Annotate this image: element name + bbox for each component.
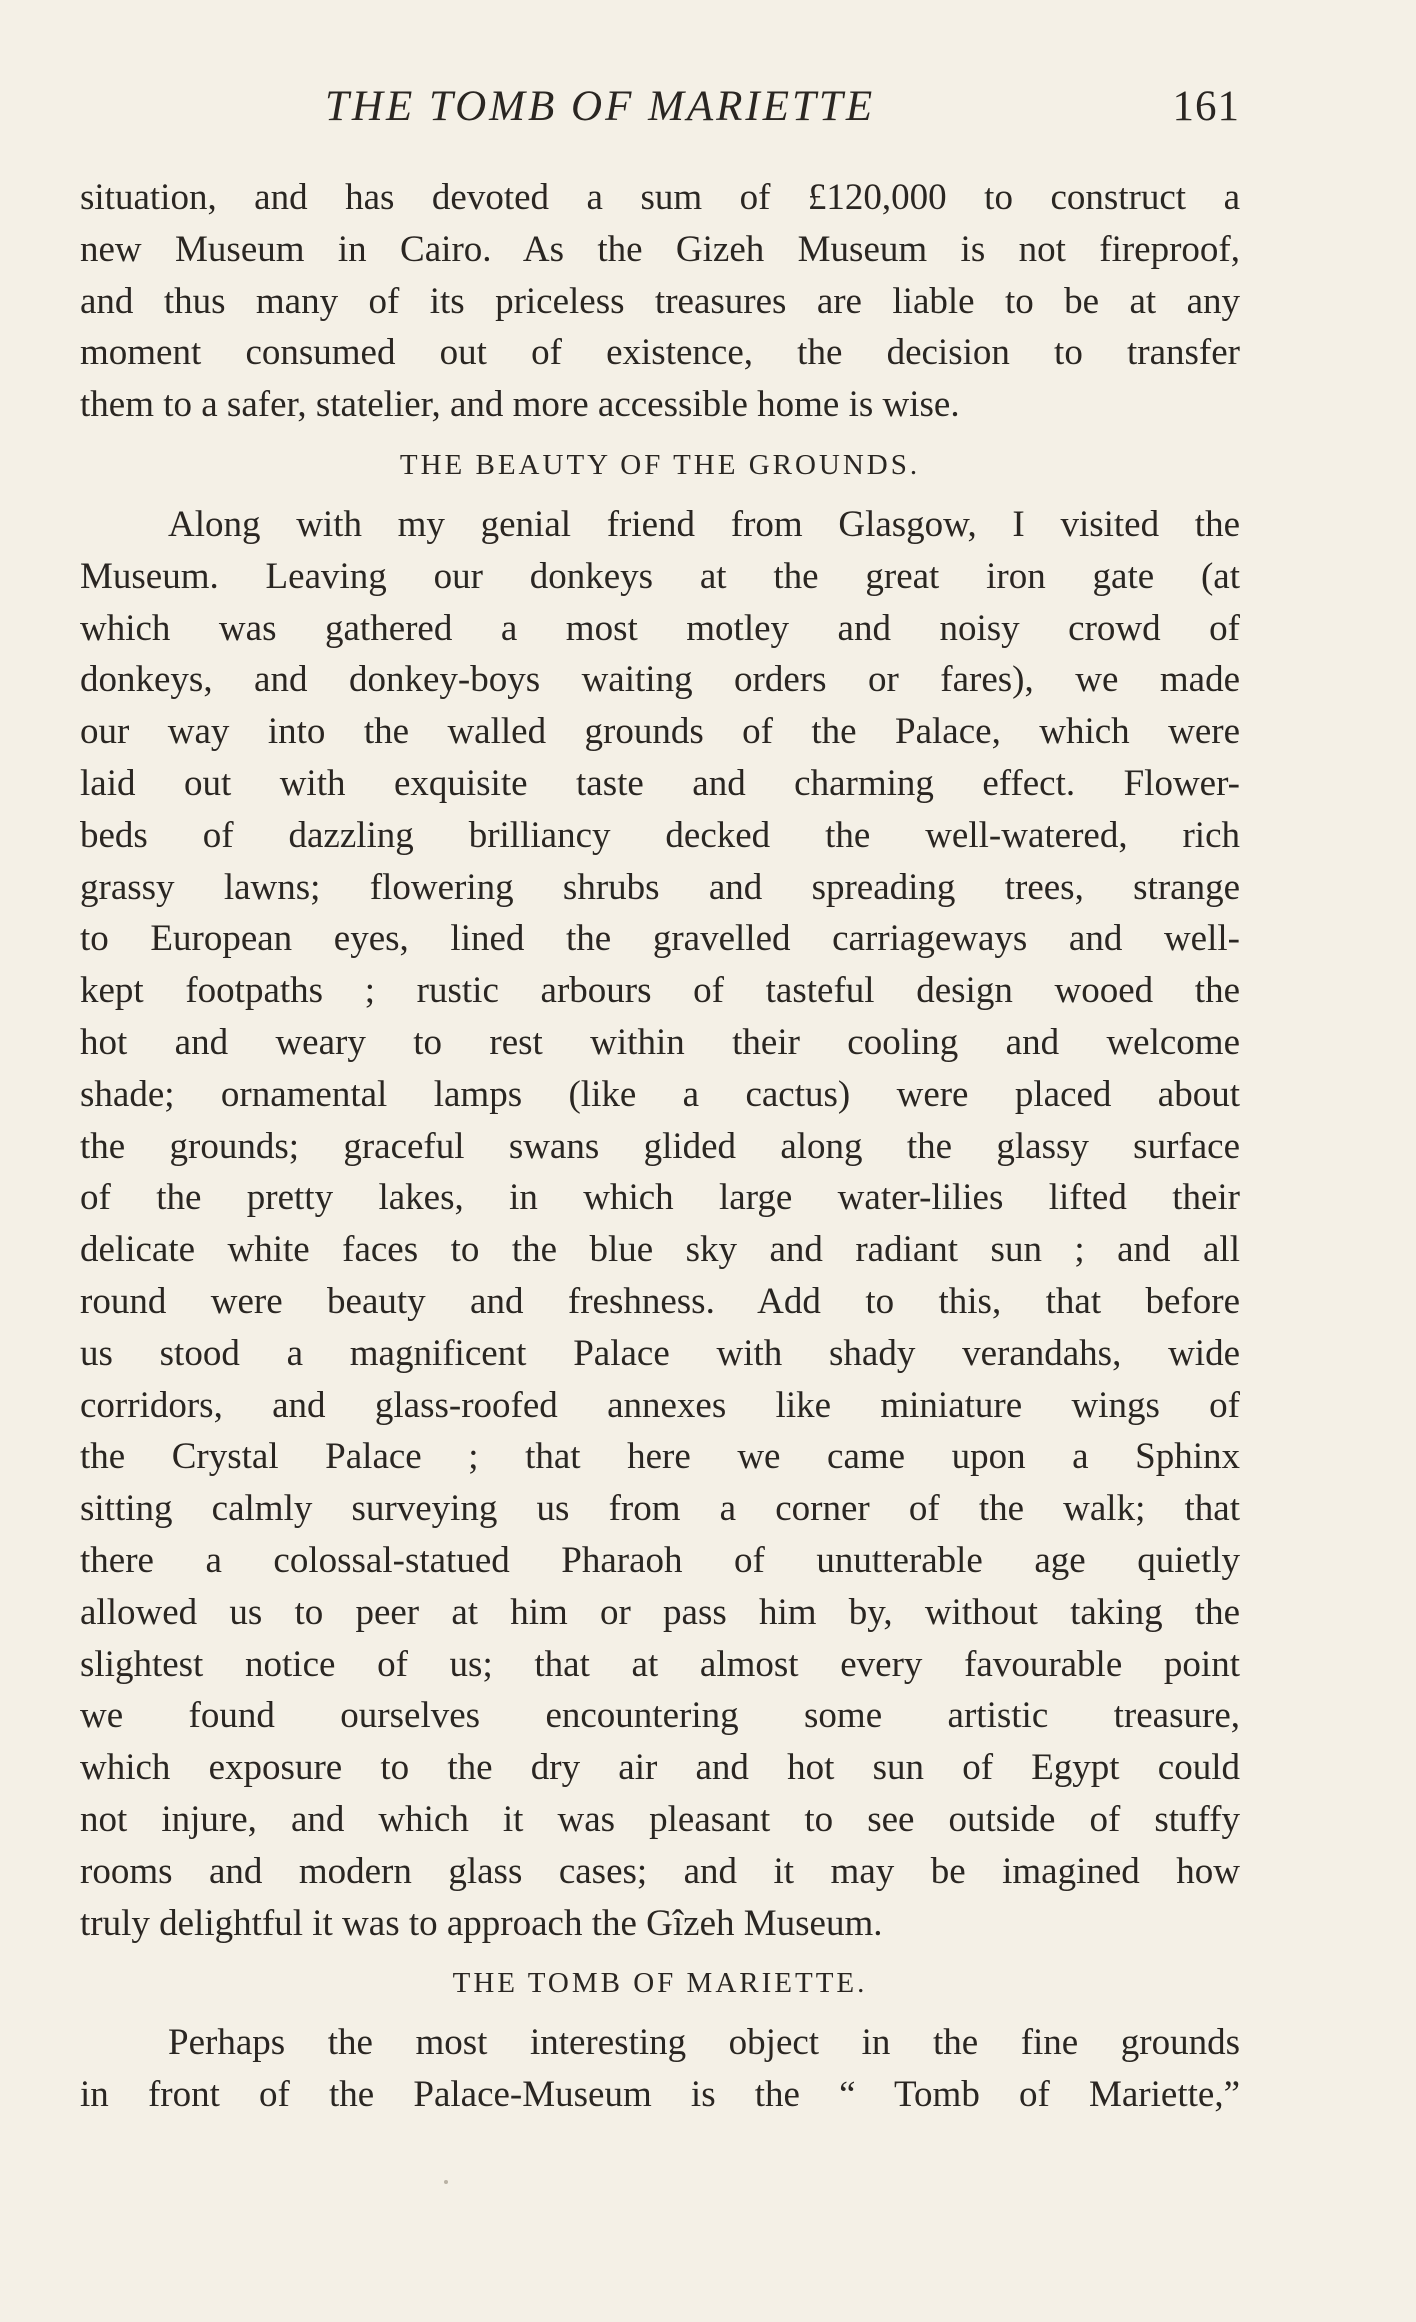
text-line: truly delightful it was to approach the Gîzeh Museum. bbox=[80, 1902, 883, 1944]
text-line: and thus many of its priceless treasures are liable to be at any bbox=[80, 280, 1240, 322]
text-line: which was gathered a most motley and noisy crowd of bbox=[80, 607, 1240, 649]
text-line: donkeys, and donkey-boys waiting orders or fares), we made bbox=[80, 659, 1240, 701]
running-title: THE TOMB OF MARIETTE bbox=[325, 83, 876, 130]
text-line: Museum. Leaving our donkeys at the great iron gate (at bbox=[80, 555, 1240, 597]
text-line: our way into the walled grounds of the Palace, which were bbox=[80, 711, 1240, 753]
text-line: round were beauty and freshness. Add to this, that before bbox=[80, 1280, 1240, 1322]
text-line: situation, and has devoted a sum of £120,000 to construct a bbox=[80, 177, 1240, 218]
text-line: to European eyes, lined the gravelled carriageways and well- bbox=[80, 918, 1240, 960]
text-line: Perhaps the most interesting object in the fine grounds bbox=[168, 2022, 1240, 2064]
page-number: 161 bbox=[1172, 83, 1240, 130]
text-line: kept footpaths ; rustic arbours of tasteful design wooed the bbox=[80, 970, 1240, 1012]
text-line: corridors, and glass-roofed annexes like miniature wings of bbox=[80, 1384, 1240, 1426]
paper-speck bbox=[444, 2180, 448, 2184]
text-line: moment consumed out of existence, the decision to transfer bbox=[80, 332, 1240, 374]
text-line: them to a safer, statelier, and more accessible home is wise. bbox=[80, 384, 960, 426]
text-line: new Museum in Cairo. As the Gizeh Museum is not fireproof, bbox=[80, 228, 1240, 270]
body-text bbox=[80, 172, 1240, 2121]
text-line: not injure, and which it was pleasant to see outside of stuffy bbox=[80, 1798, 1240, 1840]
section-heading-beauty: THE BEAUTY OF THE GROUNDS. bbox=[399, 448, 921, 481]
text-line: in front of the Palace-Museum is the “ Tomb of Mariette,” bbox=[80, 2074, 1240, 2116]
text-line: hot and weary to rest within their cooling and welcome bbox=[80, 1021, 1240, 1063]
text-line: allowed us to peer at him or pass him by, without taking the bbox=[80, 1591, 1240, 1633]
text-line: grassy lawns; flowering shrubs and spreading trees, strange bbox=[80, 866, 1240, 908]
text-line: laid out with exquisite taste and charming effect. Flower- bbox=[80, 762, 1240, 804]
text-line: slightest notice of us; that at almost every favourable point bbox=[80, 1643, 1240, 1685]
running-head bbox=[80, 82, 1240, 152]
text-line: Along with my genial friend from Glasgow, I visited the bbox=[168, 503, 1240, 545]
text-line: there a colossal-statued Pharaoh of unutterable age quietly bbox=[80, 1539, 1240, 1581]
text-line: sitting calmly surveying us from a corner of the walk; that bbox=[80, 1488, 1240, 1530]
text-line: us stood a magnificent Palace with shady verandahs, wide bbox=[80, 1332, 1240, 1374]
text-line: rooms and modern glass cases; and it may be imagined how bbox=[80, 1850, 1240, 1892]
paragraph-3 bbox=[80, 2017, 1240, 2121]
text-line: beds of dazzling brilliancy decked the well-watered, rich bbox=[80, 814, 1240, 856]
section-heading-tomb: THE TOMB OF MARIETTE. bbox=[452, 1967, 868, 2000]
paragraph-2 bbox=[80, 499, 1240, 1949]
text-line: the grounds; graceful swans glided along the glassy surface bbox=[80, 1125, 1240, 1167]
text-line: of the pretty lakes, in which large water-lilies lifted their bbox=[80, 1177, 1240, 1219]
text-line: shade; ornamental lamps (like a cactus) were placed about bbox=[80, 1073, 1240, 1115]
text-line: the Crystal Palace ; that here we came upon a Sphinx bbox=[80, 1436, 1240, 1478]
paragraph-1 bbox=[80, 172, 1240, 431]
text-line: which exposure to the dry air and hot sun of Egypt could bbox=[80, 1747, 1240, 1789]
text-line: delicate white faces to the blue sky and radiant sun ; and all bbox=[80, 1229, 1240, 1271]
text-line: we found ourselves encountering some artistic treasure, bbox=[80, 1695, 1240, 1737]
